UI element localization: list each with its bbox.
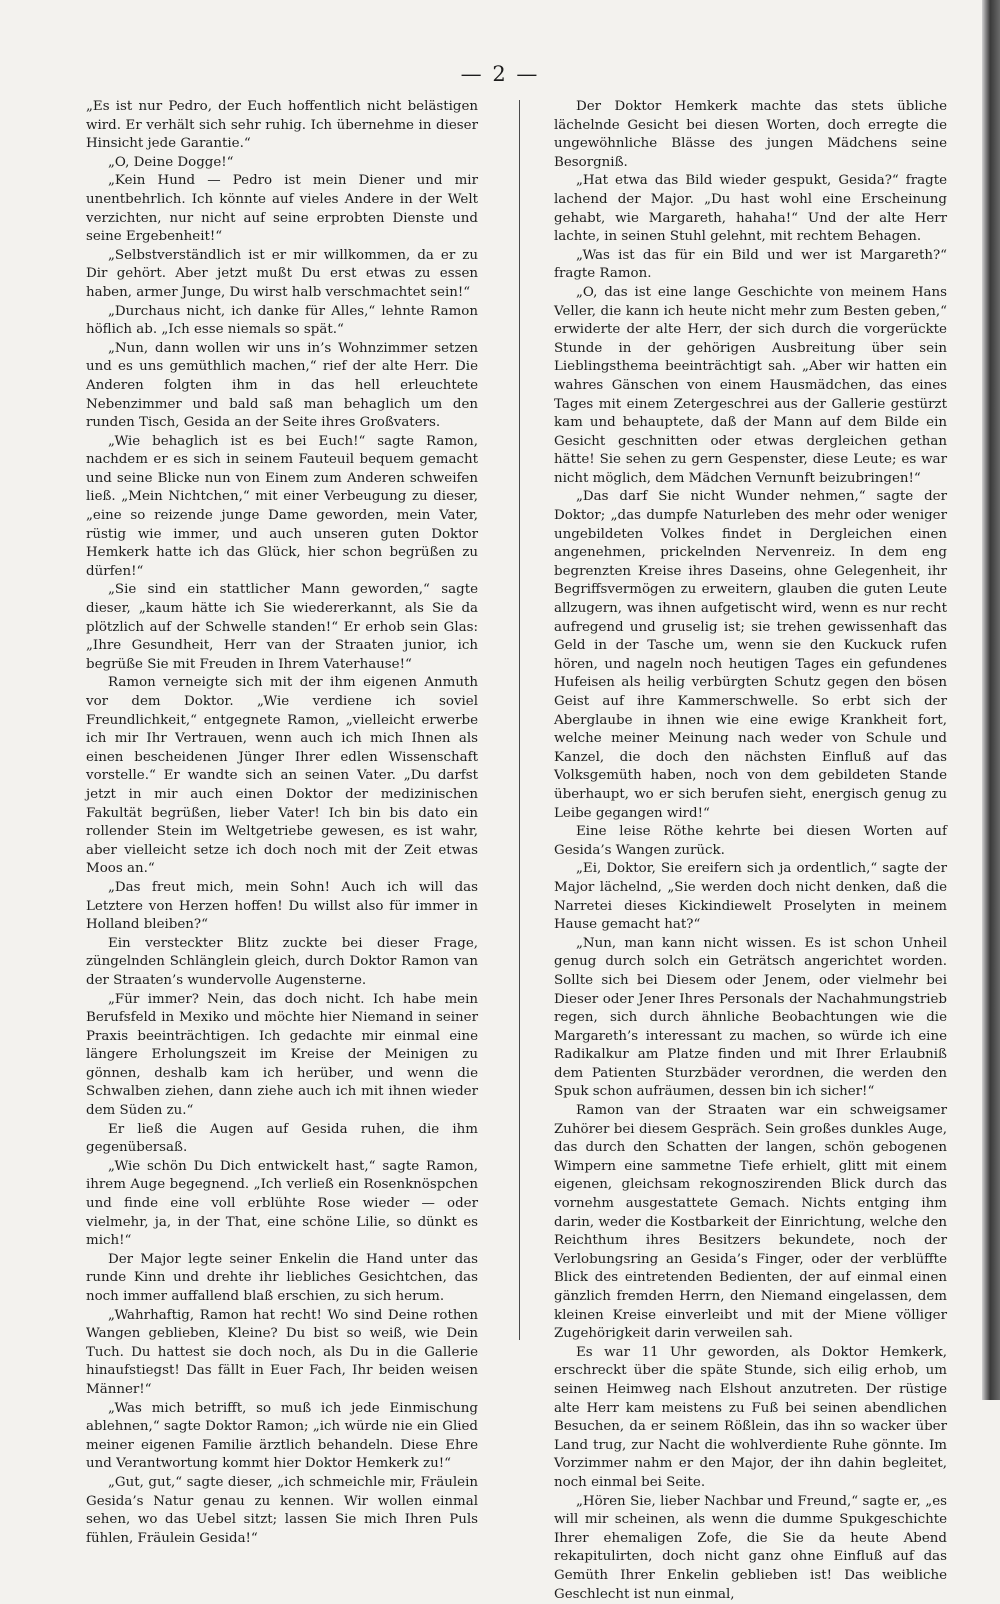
paragraph: Ramon verneigte sich mit der ihm eigenen Anmuth vor dem Doktor. „Wie verdiene ich soviel Freundlichkeit,“ entgegnete Ramon, „vielleicht erwerbe ich mir Ihr Vertrauen, wenn auch ich mich Ihnen als einen bescheidenen Jünger Ihrer edlen Wissenschaft vorstelle.“ Er wandte sich an seinen Vater. „Du darfst jetzt in mir auch einen Doktor der medizinischen Fakultät begrüßen, lieber Vater! Ich bin bis dato ein rollender Stein im Weltgetriebe gewesen, es ist wahr, aber vielleicht setze ich doch noch mit der Zeit etwas Moos an.“ [86, 675, 478, 877]
paragraph: Es war 11 Uhr geworden, als Doktor Hemkerk, erschreckt über die späte Stunde, sich eilig erhob, um seinen Heimweg nach Elshout anzutreten. Der rüstige alte Herr kam meistens zu Fuß bei seinen abendlichen Besuchen, da er seinem Rößlein, das ihn so wacker über Land trug, zur Nacht die wohlverdiente Ruhe gönnte. Im Vorzimmer nahm er den Major, der ihn dahin begleitet, noch einmal bei Seite. [554, 1344, 947, 1490]
paragraph: „Wie behaglich ist es bei Euch!“ sagte Ramon, nachdem er es sich in seinem Fauteuil bequem gemacht und seine Blicke nun von Einem zum Anderen schweifen ließ. „Mein Nichtchen,“ mit einer Verbeugung zu dieser, „eine so reizende junge Dame geworden, mein Vater, rüstig wie immer, und auch unseren guten Doktor Hemkerk hatte ich das Glück, hier schon begrüßen zu dürfen!“ [86, 433, 478, 579]
paragraph: „Ei, Doktor, Sie ereifern sich ja ordentlich,“ sagte der Major lächelnd, „Sie werden doch nicht denken, daß die Narretei dieses Kickindiewelt Proselyten in meinem Hause gemacht hat?“ [554, 861, 947, 933]
paragraph: „Das freut mich, mein Sohn! Auch ich will das Letztere von Herzen hoffen! Du willst also für immer in Holland bleiben?“ [86, 879, 478, 933]
paragraph: „Gut, gut,“ sagte dieser, „ich schmeichle mir, Fräulein Gesida’s Natur genau zu kennen. Wir wollen einmal sehen, wo das Uebel sitzt; lassen Sie mich Ihren Puls fühlen, Fräulein Gesida!“ [86, 1474, 478, 1546]
paragraph: „O, das ist eine lange Geschichte von meinem Hans Veller, die kann ich heute nicht mehr zum Besten geben,“ erwiderte der alte Herr, der sich durch die vorgerückte Stunde in der gehörigen Ausbreitung über sein Lieblingsthema beeinträchtigt sah. „Aber wir hatten ein wahres Gänschen von einem Hausmädchen, das eines Tages mit einem Zetergeschrei aus der Gallerie gestürzt kam und behauptete, daß der Mann auf dem Bilde ein Gesicht geschnitten oder etwas dergleichen gethan hätte! Sie sehen zu gern Gespenster, diese Leute; es war nicht möglich, dem Mädchen Vernunft beizubringen!“ [554, 284, 947, 486]
paragraph: „Selbstverständlich ist er mir willkommen, da er zu Dir gehört. Aber jetzt mußt Du erst etwas zu essen haben, armer Junge, Du wirst halb verschmachtet sein!“ [86, 247, 478, 300]
paragraph: Eine leise Röthe kehrte bei diesen Worten auf Gesida’s Wangen zurück. [554, 824, 947, 858]
paragraph: „Durchaus nicht, ich danke für Alles,“ lehnte Ramon höflich ab. „Ich esse niemals so spät.“ [86, 303, 478, 338]
paragraph: Der Major legte seiner Enkelin die Hand unter das runde Kinn und drehte ihr liebliches Gesichtchen, das noch immer auffallend blaß erschien, zu sich herum. [86, 1251, 478, 1304]
paragraph: „Sie sind ein stattlicher Mann geworden,“ sagte dieser, „kaum hätte ich Sie wiedererkannt, als Sie da plötzlich auf der Schwelle standen!“ Er erhob sein Glas: „Ihre Gesundheit, Herr van der Straaten junior, ich begrüße Sie mit Freuden in Ihrem Vaterhause!“ [86, 582, 478, 672]
paragraph: Ein versteckter Blitz zuckte bei dieser Frage, züngelnden Schlänglein gleich, durch Doktor Ramon van der Straaten’s wundervolle Augensterne. [86, 935, 478, 988]
paragraph: Der Doktor Hemkerk machte das stets übliche lächelnde Gesicht bei diesen Worten, doch erregte die ungewöhnliche Blässe des jungen Mädchens seine Besorgniß. [554, 99, 947, 170]
paragraph: „Für immer? Nein, das doch nicht. Ich habe mein Berufsfeld in Mexiko und möchte hier Niemand in seiner Praxis beeinträchtigen. Ich gedachte mir einmal eine längere Erholungszeit im Kreise der Meinigen zu gönnen, deshalb kam ich herüber, und wenn die Schwalben ziehen, dann ziehe auch ich mit ihnen wieder dem Süden zu.“ [86, 991, 478, 1119]
paragraph: „Das darf Sie nicht Wunder nehmen,“ sagte der Doktor; „das dumpfe Naturleben des mehr oder weniger ungebildeten Volkes findet in Dergleichen einen angenehmen, prickelnden Nervenreiz. In dem eng begrenzten Kreise ihres Daseins, ohne Gelegenheit, ihr Begriffsvermögen zu erweitern, glauben die guten Leute allzugern, was ihnen aufgetischt wird, wenn es nur recht aufregend und gruselig ist; sie trehen gewissenhaft das Geld in der Tasche um, wenn sie den Kuckuck rufen hören, und nageln noch heutigen Tages ein gefundenes Hufeisen als heilig verbürgten Schutz gegen den bösen Geist auf ihre Kammerschwelle. So erbt sich der Aberglaube in ihnen wie eine ewige Krankheit fort, welche meiner Meinung nach weder von Schule und Kanzel, die doch den nächsten Einfluß auf das Volksgemüth haben, noch von dem gebildeten Stande überhaupt, wo er sich berufen sieht, energisch genug zu Leibe gegangen wird!“ [554, 489, 947, 821]
paragraph: „Kein Hund — Pedro ist mein Diener und mir unentbehrlich. Ich könnte auf vieles Andere in der Welt verzichten, nur nicht auf seine erprobten Dienste und seine Ergebenheit!“ [86, 173, 478, 245]
paragraph: Er ließ die Augen auf Gesida ruhen, die ihm gegenübersaß. [86, 1121, 478, 1156]
paragraph: „Nun, dann wollen wir uns in’s Wohnzimmer setzen und es uns gemüthlich machen,“ rief der alte Herr. Die Anderen folgten ihm in das hell erleuchtete Nebenzimmer und bald saß man behaglich um den runden Tisch, Gesida an der Seite ihres Großvaters. [86, 340, 478, 431]
paragraph: „O, Deine Dogge!“ [108, 154, 234, 170]
column-divider [519, 100, 520, 1340]
paragraph: „Wahrhaftig, Ramon hat recht! Wo sind Deine rothen Wangen geblieben, Kleine? Du bist so weiß, wie Dein Tuch. Du hattest sie doch noch, als Du in die Gallerie hinaufstiegst! Das fällt in Euer Fach, Ihr beiden weisen Männer!“ [86, 1307, 478, 1397]
paragraph: „Es ist nur Pedro, der Euch hoffentlich nicht belästigen wird. Er verhält sich sehr ruhig. Ich übernehme in dieser Hinsicht jede Garantie.“ [86, 99, 478, 152]
right-column [554, 98, 947, 1602]
paragraph: Ramon van der Straaten war ein schweigsamer Zuhörer bei diesem Gespräch. Sein großes dunkles Auge, das durch den Schatten der langen, schön gebogenen Wimpern eine sammetne Tiefe erhielt, glitt mit einem eigenen, gleichsam rekognoszirenden Blick durch das vornehm ausgestattete Gemach. Nichts entging ihm darin, weder die Kostbarkeit der Einrichtung, welche den Reichthum ihres Besitzers bekundete, noch der Verlobungsring an Gesida’s Finger, oder der verblüffte Blick des eintretenden Bedienten, der auf einmal einen gänzlich fremden Herrn, den Niemand eingelassen, dem kleinen Kreise einverleibt und mit der Miene völliger Zugehörigkeit darin verweilen sah. [554, 1103, 947, 1342]
paragraph: „Hören Sie, lieber Nachbar und Freund,“ sagte er, „es will mir scheinen, als wenn die dumme Spukgeschichte Ihrer ehemaligen Zofe, die Sie da heute Abend rekapitulirten, doch nicht ganz ohne Einfluß auf das Gemüth Ihrer Enkelin geblieben ist! Das weibliche Geschlecht ist nun einmal, [554, 1493, 947, 1602]
page-number: — 2 — [460, 62, 540, 86]
paragraph: „Nun, man kann nicht wissen. Es ist schon Unheil genug durch solch ein Geträtsch angerichtet worden. Sollte sich bei Diesem oder Jenem, oder vielmehr bei Dieser oder Jener Ihres Personals der Nachahmungstrieb regen, sich durch ähnliche Beobachtungen wie die Margareth’s interessant zu machen, so würde ich eine Radikalkur am Platze finden und mit Ihrer Erlaubniß dem Patienten Sturzbäder verordnen, die werden den Spuk schon aufräumen, dessen bin ich sicher!“ [554, 935, 947, 1100]
left-column [86, 98, 478, 1546]
paragraph: „Was ist das für ein Bild und wer ist Margareth?“ fragte Ramon. [554, 247, 947, 282]
page-binding-edge [982, 0, 1000, 1400]
paragraph: „Hat etwa das Bild wieder gespukt, Gesida?“ fragte lachend der Major. „Du hast wohl eine Erscheinung gehabt, wie Margareth, hahaha!“ Und der alte Herr lachte, in seinen Stuhl gelehnt, mit rechtem Behagen. [554, 173, 947, 245]
paragraph: „Wie schön Du Dich entwickelt hast,“ sagte Ramon, ihrem Auge begegnend. „Ich verließ ein Rosenknöspchen und finde eine voll erblühte Rose wieder — oder vielmehr, ja, in der That, eine schöne Lilie, so dünkt es mich!“ [86, 1158, 478, 1249]
paragraph: „Was mich betrifft, so muß ich jede Einmischung ablehnen,“ sagte Doktor Ramon; „ich würde nie ein Glied meiner eigenen Familie ärztlich behandeln. Diese Ehre und Verantwortung kommt hier Doktor Hemkerk zu!“ [86, 1400, 478, 1472]
